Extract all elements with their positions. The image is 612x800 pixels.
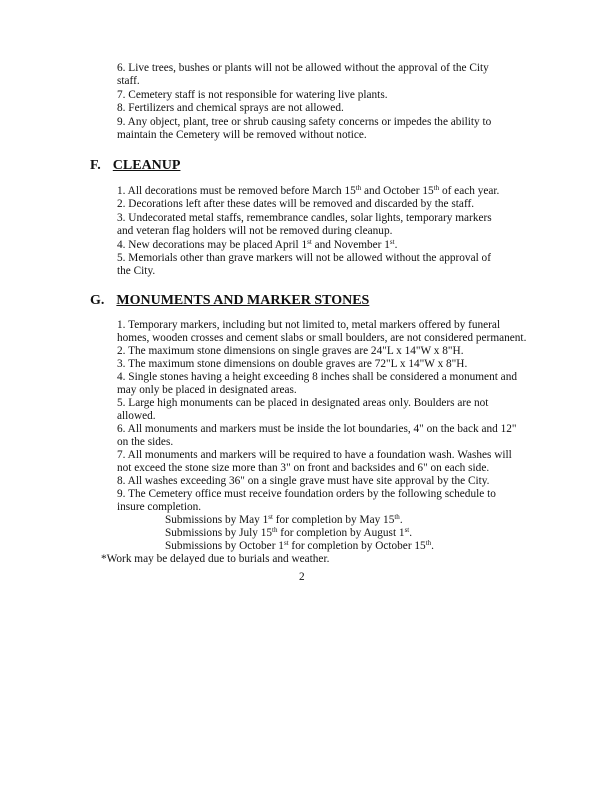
text-segment: 1. Temporary markers, including but not limited to, metal markers offered by funeral — [117, 319, 501, 331]
text-line — [117, 89, 557, 102]
text-line — [117, 265, 557, 278]
text-segment: maintain the Cemetery will be removed without notice. — [117, 129, 367, 142]
text-segment: 8. Fertilizers and chemical sprays are not allowed. — [117, 102, 344, 115]
list-item — [117, 239, 557, 252]
list-item — [117, 89, 557, 102]
text-line — [117, 62, 557, 75]
text-line — [117, 345, 557, 358]
text-line — [117, 462, 557, 475]
list-item — [117, 319, 557, 345]
superscript: st — [307, 237, 312, 246]
text-segment: 1. All decorations must be removed before March 15 — [117, 185, 356, 197]
text-segment: Submissions by July 15 — [165, 527, 273, 539]
text-segment: 3. The maximum stone dimensions on double graves are 72"L x 14"W x 8"H. — [117, 358, 468, 370]
text-line — [117, 397, 557, 410]
text-line — [117, 332, 557, 345]
list-item — [117, 116, 557, 143]
schedule-item — [117, 514, 557, 527]
text-line — [117, 514, 557, 527]
text-segment: 5. Large high monuments can be placed in designated areas only. Boulders are not — [117, 397, 489, 409]
list-item — [117, 423, 557, 449]
superscript: st — [283, 539, 289, 547]
superscript: th — [425, 539, 432, 547]
text-segment: for completion by August 1 — [277, 527, 405, 539]
section-letter: F. — [90, 158, 101, 173]
text-segment: allowed. — [117, 410, 156, 422]
list-item — [117, 475, 557, 488]
text-segment: of each year. — [439, 185, 500, 197]
text-segment: for completion by May 15 — [272, 514, 395, 526]
text-segment: 4. Single stones having a height exceeding 8 inches shall be considered a monument and — [117, 371, 517, 383]
text-segment: and November 1 — [311, 238, 390, 251]
text-segment: and October 15 — [361, 185, 434, 197]
text-segment: and veteran flag holders will not be removed during cleanup. — [117, 225, 393, 238]
superscript: st — [404, 526, 410, 534]
text-line — [117, 410, 557, 423]
text-line — [117, 198, 557, 211]
note — [101, 553, 557, 566]
text-segment: . — [394, 238, 398, 251]
text-line — [117, 540, 557, 553]
schedule-item — [117, 540, 557, 553]
list-item — [117, 185, 557, 198]
text-segment: 2. Decorations left after these dates will be removed and discarded by the staff. — [117, 198, 475, 211]
text-segment: may only be placed in designated areas. — [117, 384, 297, 396]
text-segment: *Work may be delayed due to burials and weather. — [101, 553, 330, 565]
text-line — [117, 488, 557, 501]
text-line — [117, 319, 557, 332]
text-segment: 9. The Cemetery office must receive foundation orders by the following schedule to — [117, 488, 496, 500]
list-item — [117, 252, 557, 279]
text-segment: Submissions by May 1 — [165, 514, 269, 526]
text-line — [117, 501, 557, 514]
superscript: th — [394, 513, 400, 521]
text-segment: not exceed the stone size more than 3" on front and backsides and 6" on each side. — [117, 462, 490, 474]
superscript: th — [355, 184, 362, 192]
text-segment: . — [399, 514, 403, 526]
monuments-list — [101, 319, 557, 566]
superscript: th — [433, 184, 440, 192]
text-line — [117, 436, 557, 449]
list-item — [117, 488, 557, 514]
section-title: MONUMENTS AND MARKER STONES — [116, 293, 370, 308]
list-item — [117, 371, 557, 397]
text-line — [117, 423, 557, 436]
text-segment: 9. Any object, plant, tree or shrub causing safety concerns or impedes the ability to — [117, 115, 492, 128]
section-f-heading — [90, 157, 180, 174]
text-line — [117, 449, 557, 462]
text-segment: homes, wooden crosses and cement slabs or small boulders, are not considered permanent. — [117, 332, 527, 344]
text-segment: . — [431, 540, 434, 552]
list-item — [117, 449, 557, 475]
schedule-item — [117, 527, 557, 540]
superscript: th — [272, 526, 278, 534]
text-line — [117, 129, 557, 142]
superscript: st — [389, 237, 395, 246]
list-item — [117, 102, 557, 115]
text-segment: Submissions by October 1 — [165, 540, 284, 552]
text-segment: insure completion. — [117, 501, 202, 513]
cleanup-list — [117, 185, 557, 279]
text-line — [117, 252, 557, 265]
text-segment: . — [409, 527, 413, 539]
text-segment: 8. All washes exceeding 36" on a single grave must have site approval by the City. — [117, 475, 490, 487]
text-segment: 4. New decorations may be placed April 1 — [117, 238, 308, 251]
text-line — [117, 212, 557, 225]
text-segment: staff. — [117, 75, 140, 88]
text-line — [117, 102, 557, 115]
text-segment: for completion by October 15 — [288, 540, 426, 552]
text-line — [117, 116, 557, 129]
section-title: CLEANUP — [112, 158, 181, 173]
text-line — [117, 225, 557, 238]
text-segment: 7. All monuments and markers will be required to have a foundation wash. Washes will — [117, 449, 512, 461]
superscript: st — [268, 513, 273, 521]
text-segment: 6. All monuments and markers must be inside the lot boundaries, 4" on the back and 12" — [117, 423, 517, 435]
text-line — [117, 475, 557, 488]
intro-list — [117, 62, 557, 142]
text-line — [117, 371, 557, 384]
text-line — [101, 553, 557, 566]
list-item — [117, 212, 557, 239]
text-segment: 2. The maximum stone dimensions on single graves are 24"L x 14"W x 8"H. — [117, 345, 464, 357]
list-item — [117, 198, 557, 211]
list-item — [117, 62, 557, 89]
text-segment: on the sides. — [117, 436, 174, 448]
text-segment: the City. — [117, 265, 156, 278]
text-segment: 7. Cemetery staff is not responsible for watering live plants. — [117, 88, 388, 101]
section-letter: G. — [90, 293, 105, 308]
text-segment: 5. Memorials other than grave markers will not be allowed without the approval of — [117, 252, 491, 265]
page-number: 2 — [299, 571, 305, 583]
text-segment: 6. Live trees, bushes or plants will not be allowed without the approval of the City — [117, 62, 489, 74]
text-segment: 3. Undecorated metal staffs, remembrance candles, solar lights, temporary markers — [117, 211, 492, 224]
section-g-heading — [90, 292, 369, 309]
text-line — [117, 239, 557, 252]
text-line — [117, 358, 557, 371]
text-line — [117, 527, 557, 540]
text-line — [117, 384, 557, 397]
text-line — [117, 75, 557, 88]
list-item — [117, 358, 557, 371]
list-item — [117, 345, 557, 358]
text-line — [117, 185, 557, 198]
list-item — [117, 397, 557, 423]
